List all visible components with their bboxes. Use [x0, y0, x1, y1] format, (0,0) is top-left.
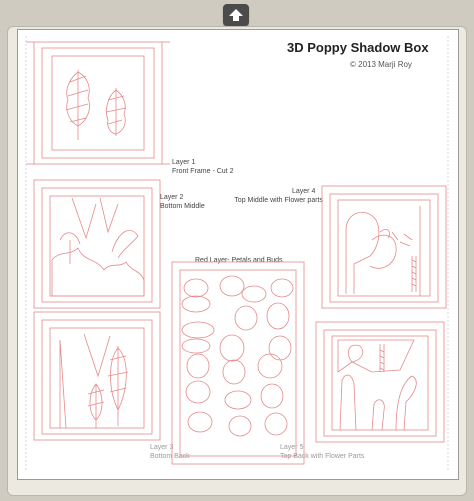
layer-2-desc: Bottom Middle: [160, 203, 205, 210]
red-layer-petals[interactable]: [172, 262, 304, 464]
layer-4-frame[interactable]: [322, 186, 446, 308]
layer-4-name: Layer 4: [292, 188, 316, 195]
layer-3-frame[interactable]: [34, 312, 160, 440]
layer-1-name: Layer 1: [172, 159, 196, 166]
layer-4-desc: Top Middle with Flower parts: [234, 197, 323, 204]
layer-5-desc: Top Back with Flower Parts: [280, 453, 365, 460]
layer-3-name: Layer 3: [150, 444, 174, 451]
layer-1-desc: Front Frame - Cut 2: [172, 168, 234, 175]
document-copyright: © 2013 Marji Roy: [350, 60, 412, 69]
document-title: 3D Poppy Shadow Box: [287, 40, 429, 55]
layer-2-name: Layer 2: [160, 194, 184, 201]
layer-5-frame[interactable]: [316, 322, 444, 442]
layer-2-frame[interactable]: [34, 180, 160, 308]
layer-3-desc: Bottom Back: [150, 453, 190, 460]
layer-1-frame[interactable]: [26, 42, 170, 164]
layer-5-name: Layer 5: [280, 444, 304, 451]
red-layer-name: Red Layer- Petals and Buds: [195, 257, 283, 264]
